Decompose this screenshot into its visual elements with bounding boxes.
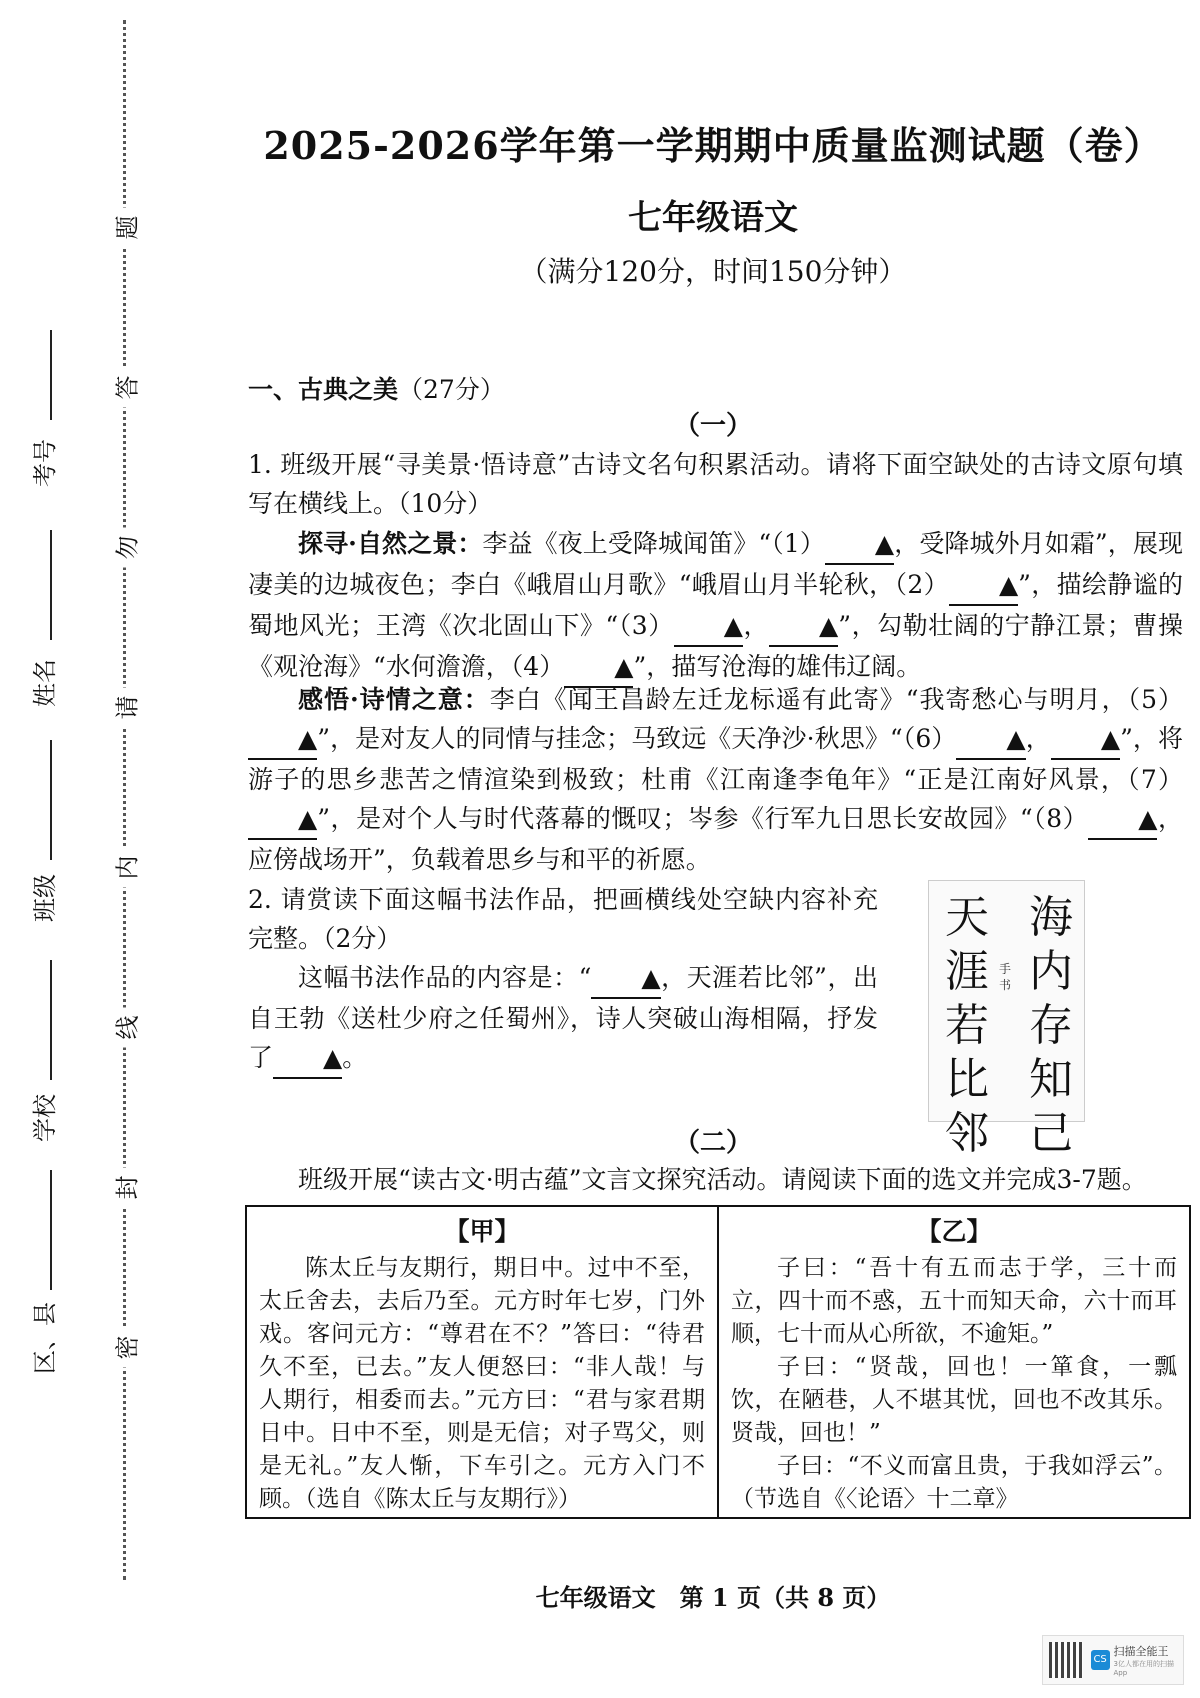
calligraphy-artwork xyxy=(928,880,1085,1159)
passage-jia-text: 陈太丘与友期行，期日中。过中不至，太丘舍去，去后乃至。元方时年七岁，门外戏。客问元方：“尊君在不？”答曰：“待君久不至，已去。”友人便怒曰：“非人哉！与人期行，相委而去。”元方曰：“君与家君期日中。日中不至，则是无信；对子骂父，则是无礼。”友人惭，下车引之。元方入门不顾。（选自《陈太丘与友期行》） xyxy=(259,1255,705,1512)
text-run: ”，是对个人与时代落幕的慨叹；岑参《行军九日思长安故园》“（8） xyxy=(317,804,1089,833)
school-line[interactable] xyxy=(50,960,52,1080)
exam-note: （满分120分，时间150分钟） xyxy=(519,255,907,288)
question-2-body xyxy=(248,958,878,1079)
text-run: ，应傍战场开”，负载着思乡与和平的祈愿。 xyxy=(248,804,1183,874)
passage-yi-title: 【乙】 xyxy=(916,1217,992,1246)
text-run: 李益《夜上受降城闻笛》“（1） xyxy=(482,529,825,558)
answer-blank-3a[interactable]: ▲ xyxy=(674,606,743,647)
question-1-part2 xyxy=(248,680,1183,879)
text-run: ”，将游子的思乡悲苦之情渲染到极致；杜甫《江南逢李龟年》“正是江南好风景，（7） xyxy=(248,724,1184,794)
scanner-watermark xyxy=(1042,1635,1184,1685)
answer-blank-7[interactable]: ▲ xyxy=(248,799,317,840)
passage-yi-para1: 子曰：“吾十有五而志于学，三十而立，四十而不惑，五十而知天命，六十而耳顺，七十而从心所欲，不逾矩。” xyxy=(731,1255,1177,1347)
seal-char: 密 xyxy=(108,1328,143,1368)
answer-blank-8[interactable]: ▲ xyxy=(1088,799,1157,840)
class-label: 班级 xyxy=(31,874,59,922)
class-line[interactable] xyxy=(50,740,52,860)
seal-char: 线 xyxy=(108,1008,143,1048)
text-run: ”，描写沧海的雄伟辽阔。 xyxy=(633,652,922,681)
text-run: ， xyxy=(742,611,770,640)
part-two-label: （二） xyxy=(673,1128,752,1158)
seal-char: 请 xyxy=(108,688,143,728)
reading-passages-table xyxy=(245,1205,1191,1519)
qr-code-icon xyxy=(1049,1642,1083,1678)
text-run: ，天涯若比邻”，出自王勃《送杜少府之任蜀州》，诗人突破山海相隔，抒发了 xyxy=(248,963,878,1072)
binding-margin xyxy=(0,0,150,1698)
seal-char: 答 xyxy=(108,368,143,408)
exam-subject: 七年级语文 xyxy=(628,198,798,238)
passage-jia-title: 【甲】 xyxy=(444,1217,520,1246)
answer-blank-2[interactable]: ▲ xyxy=(949,565,1018,606)
scanner-app-name: 扫描全能王 xyxy=(1113,1645,1169,1658)
passage-jia xyxy=(247,1207,717,1517)
passage-yi-para2: 子曰：“贤哉，回也！一箪食，一瓢饮，在陋巷，人不堪其忧，回也不改其乐。贤哉，回也！” xyxy=(731,1354,1177,1446)
answer-blank-1[interactable]: ▲ xyxy=(825,524,894,565)
question-1-part1 xyxy=(248,524,1183,688)
question-1-intro: 1. 班级开展“寻美景·悟诗意”古诗文名句积累活动。请将下面空缺处的古诗文原句填写在横线上。（10分） xyxy=(248,450,1183,518)
question-2-intro: 2. 请赏读下面这幅书法作品，把画横线处空缺内容补充完整。（2分） xyxy=(248,885,878,953)
text-run: ”，是对友人的同情与挂念；马致远《天净沙·秋思》“（6） xyxy=(317,724,957,753)
seal-char: 题 xyxy=(108,208,143,248)
answer-blank-q2b[interactable]: ▲ xyxy=(273,1038,342,1079)
passage-yi-para3: 子曰：“不义而富且贵，于我如浮云”。（节选自《〈论语〉十二章》 xyxy=(731,1453,1177,1512)
seal-char: 内 xyxy=(108,848,143,888)
name-label: 姓名 xyxy=(31,659,59,707)
school-label: 学校 xyxy=(31,1094,59,1142)
scanner-tagline: 3亿人都在用的扫描App xyxy=(1113,1660,1174,1677)
calligraphy-column-left: 天涯若比邻 xyxy=(945,892,989,1159)
section-title: 一、古典之美 xyxy=(248,375,399,404)
cs-logo-icon: CS xyxy=(1091,1650,1110,1670)
name-line[interactable] xyxy=(50,530,52,640)
part-one-label: （一） xyxy=(673,411,752,441)
part2-lead: 感悟·诗情之意： xyxy=(298,685,490,714)
text-run: 。 xyxy=(342,1043,368,1072)
calligraphy-column-right: 海内存知己 xyxy=(1029,892,1073,1159)
text-run: ， xyxy=(1025,724,1051,753)
answer-blank-4[interactable]: ▲ xyxy=(564,647,633,688)
text-run: ”，描绘静谧的蜀地风光；王湾《次北固山下》“（3） xyxy=(248,570,1183,640)
text-run: ”，勾勒壮阔的宁静江景；曹操《观沧海》“水何澹澹，（4） xyxy=(248,611,1183,681)
answer-blank-6a[interactable]: ▲ xyxy=(956,719,1025,760)
exam-number-line[interactable] xyxy=(50,330,52,420)
passage-yi xyxy=(717,1207,1189,1517)
section-heading xyxy=(248,370,505,406)
scanner-name xyxy=(1114,1643,1184,1677)
district-label: 区、县 xyxy=(31,1302,59,1374)
seal-char: 封 xyxy=(108,1168,143,1208)
answer-blank-5[interactable]: ▲ xyxy=(248,719,317,760)
section-points: （27分） xyxy=(398,375,505,404)
artist-signature: 手书 xyxy=(999,962,1012,992)
exam-title: 2025-2026学年第一学期期中质量监测试题（卷） xyxy=(263,123,1163,168)
page-footer: 七年级语文 第 1 页（共 8 页） xyxy=(535,1583,891,1612)
answer-blank-3b[interactable]: ▲ xyxy=(769,606,838,647)
text-run: 这幅书法作品的内容是：“ xyxy=(298,963,592,992)
answer-blank-6b[interactable]: ▲ xyxy=(1051,719,1120,760)
text-run: 李白《闻王昌龄左迁龙标遥有此寄》“我寄愁心与明月，（5） xyxy=(489,685,1183,714)
part1-lead: 探寻·自然之景： xyxy=(298,529,483,558)
district-line[interactable] xyxy=(50,1170,52,1290)
part-two-intro: 班级开展“读古文·明古蕴”文言文探究活动。请阅读下面的选文并完成3-7题。 xyxy=(298,1165,1147,1194)
seal-char: 勿 xyxy=(108,528,143,568)
answer-blank-q2a[interactable]: ▲ xyxy=(591,958,660,999)
exam-number-label: 考号 xyxy=(31,439,59,487)
text-run: ，受降城外月如霜”，展现凄美的边城夜色；李白《峨眉山月歌》“峨眉山月半轮秋，（2） xyxy=(248,529,1183,599)
